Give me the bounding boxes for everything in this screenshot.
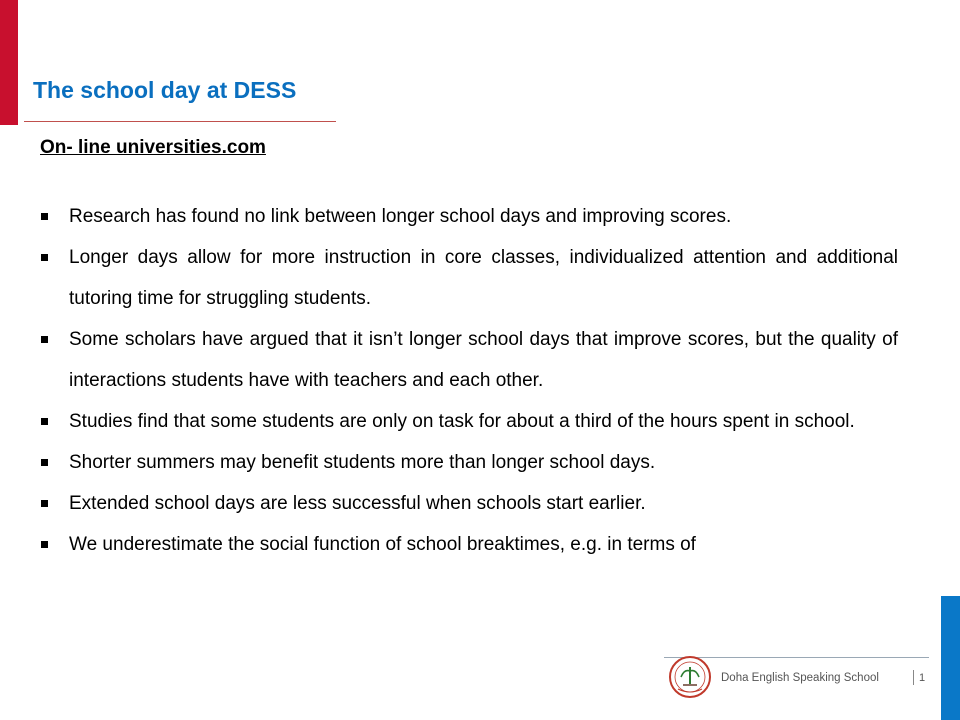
bullet-square-icon: [41, 459, 48, 466]
bullet-item: [40, 196, 898, 237]
page-number: 1: [919, 672, 926, 684]
bullet-item: [40, 442, 898, 483]
bullet-square-icon: [41, 213, 48, 220]
school-logo-icon: [668, 655, 712, 699]
bullet-square-icon: [41, 500, 48, 507]
bullet-item: [40, 319, 898, 401]
bullet-square-icon: [41, 541, 48, 548]
bullet-item: [40, 401, 898, 442]
bullet-text: Studies find that some students are only on task for about a third of the hours spent in school.: [69, 411, 855, 432]
bullet-square-icon: [41, 336, 48, 343]
bullet-text: Research has found no link between longer school days and improving scores.: [69, 206, 732, 227]
bullet-item: [40, 237, 898, 319]
bullet-list: [40, 196, 898, 565]
title-underline-rule: [24, 121, 336, 122]
bullet-text: We underestimate the social function of school breaktimes, e.g. in terms of: [69, 534, 696, 555]
bullet-item: [40, 483, 898, 524]
bullet-square-icon: [41, 254, 48, 261]
bullet-text: Shorter summers may benefit students more than longer school days.: [69, 452, 656, 473]
bullet-square-icon: [41, 418, 48, 425]
footer-school-name: Doha English Speaking School: [721, 672, 879, 684]
slide-subtitle: On- line universities.com: [40, 137, 266, 158]
blue-accent-bar: [941, 596, 960, 720]
footer-separator: [913, 670, 914, 685]
bullet-text: Extended school days are less successful when schools start earlier.: [69, 493, 646, 514]
bullet-text: Longer days allow for more instruction in core classes, individualized attention and additional tutoring time for struggling students.: [69, 247, 898, 309]
slide-title: The school day at DESS: [33, 77, 297, 103]
bullet-text: Some scholars have argued that it isn’t longer school days that improve scores, but the quality of interactions students have with teachers and each other.: [69, 329, 898, 391]
red-accent-bar: [0, 0, 18, 125]
bullet-item: [40, 524, 898, 565]
